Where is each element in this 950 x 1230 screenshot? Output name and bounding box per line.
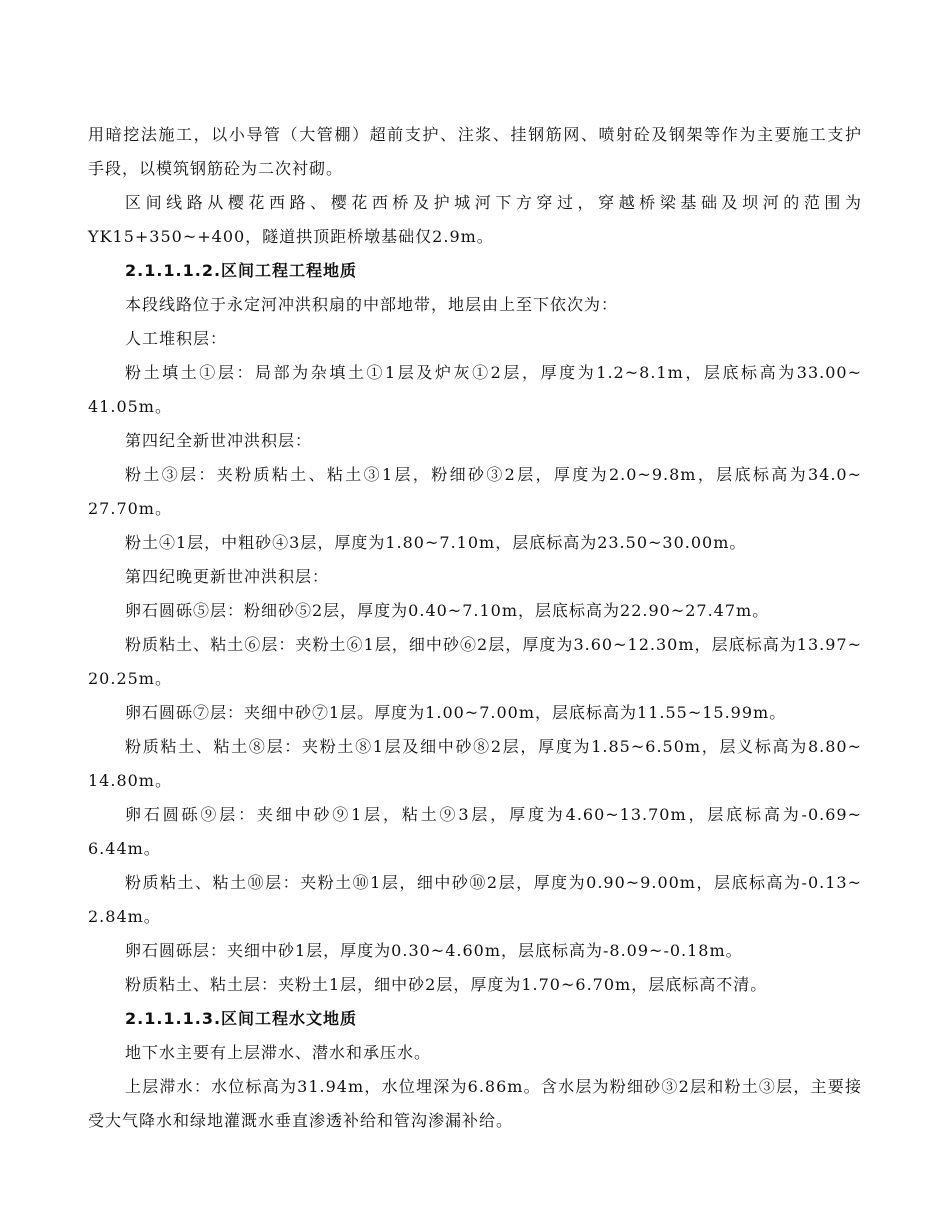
paragraph-line: 2.84m。 [88, 907, 161, 926]
paragraph-line: YK15+350~+400，隧道拱顶距桥墩基础仅2.9m。 [88, 227, 494, 246]
paragraph-line: 粉土③层：夹粉质粘土、粘土③1层，粉细砂③2层，厚度为2.0~9.8m，层底标高为34.0~ [125, 465, 862, 484]
paragraph-line: 20.25m。 [88, 669, 172, 688]
paragraph-line: 卵石圆砾⑤层：粉细砂⑤2层，厚度为0.40~7.10m，层底标高为22.90~27.47m。 [125, 601, 770, 620]
paragraph-line: 粉质粘土、粘土⑩层：夹粉土⑩1层，细中砂⑩2层，厚度为0.90~9.00m，层底标高为-0.13~ [125, 873, 862, 892]
paragraph-line: 第四纪晚更新世冲洪积层： [125, 567, 330, 586]
paragraph-line: 14.80m。 [88, 771, 172, 790]
paragraph-line: 第四纪全新世冲洪积层： [125, 431, 313, 450]
paragraph-line: 卵石圆砾⑦层：夹细中砂⑦1层。厚度为1.00~7.00m，层底标高为11.55~15.99m。 [125, 703, 787, 722]
paragraph-line: 粉土④1层，中粗砂④3层，厚度为1.80~7.10m，层底标高为23.50~30.00m。 [125, 533, 747, 552]
paragraph-line: 卵石圆砾层：夹细中砂1层，厚度为0.30~4.60m，层底标高为-8.09~-0.18m。 [125, 941, 743, 960]
paragraph-line: 上层滞水：水位标高为31.94m，水位埋深为6.86m。含水层为粉细砂③2层和粉土③层，主要接 [125, 1077, 862, 1096]
paragraph-line: 41.05m。 [88, 397, 172, 416]
section-heading: 2.1.1.1.3.区间工程水文地质 [125, 1009, 358, 1028]
paragraph-line: 本段线路位于永定河冲洪积扇的中部地带，地层由上至下依次为： [125, 295, 619, 314]
paragraph-line: 6.44m。 [88, 839, 161, 858]
paragraph-line: 区间线路从樱花西路、樱花西桥及护城河下方穿过，穿越桥梁基础及坝河的范围为 [125, 193, 862, 212]
paragraph-line: 粉土填土①层：局部为杂填土①1层及炉灰①2层，厚度为1.2~8.1m，层底标高为33.00~ [125, 363, 862, 382]
paragraph-line: 粉质粘土、粘土⑧层：夹粉土⑧1层及细中砂⑧2层，厚度为1.85~6.50m，层义标高为8.80~ [125, 737, 862, 756]
paragraph-line: 地下水主要有上层滞水、潜水和承压水。 [125, 1043, 432, 1062]
section-heading: 2.1.1.1.2.区间工程工程地质 [125, 261, 358, 280]
paragraph-line: 手段，以模筑钢筋砼为二次衬砌。 [88, 159, 344, 178]
document-page [88, 118, 862, 1138]
paragraph-line: 人工堆积层： [125, 329, 228, 348]
paragraph-line: 粉质粘土、粘土层：夹粉土1层，细中砂2层，厚度为1.70~6.70m，层底标高不清。 [125, 975, 768, 994]
paragraph-line: 受大气降水和绿地灌溉水垂直渗透补给和管沟渗漏补给。 [88, 1111, 514, 1130]
paragraph-line: 27.70m。 [88, 499, 172, 518]
paragraph-line: 卵石圆砾⑨层：夹细中砂⑨1层，粘土⑨3层，厚度为4.60~13.70m，层底标高为-0.69~ [125, 805, 862, 824]
paragraph-line: 粉质粘土、粘土⑥层：夹粉土⑥1层，细中砂⑥2层，厚度为3.60~12.30m，层底标高为13.97~ [125, 635, 862, 654]
paragraph-line: 用暗挖法施工，以小导管（大管棚）超前支护、注浆、挂钢筋网、喷射砼及钢架等作为主要施工支护 [88, 125, 862, 144]
